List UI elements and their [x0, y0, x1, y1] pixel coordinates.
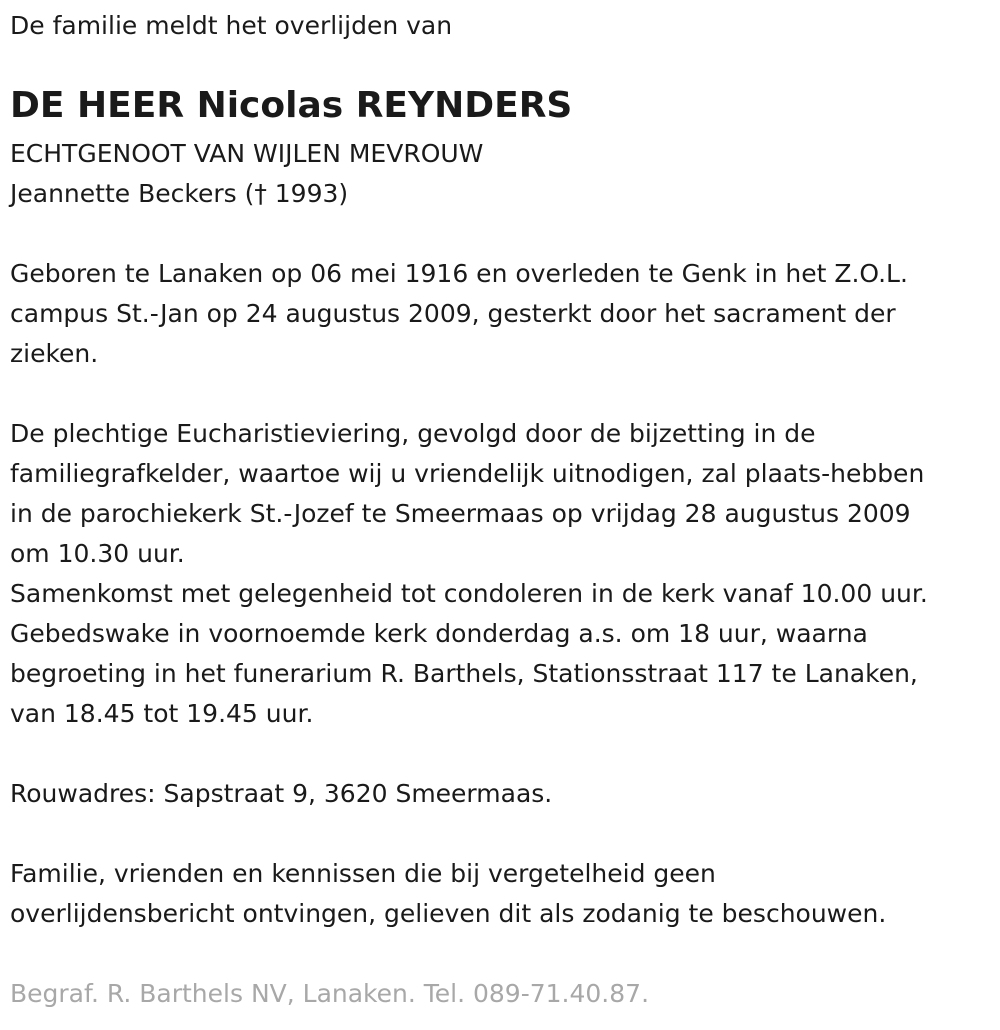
address-paragraph — [10, 774, 552, 814]
spouse-line — [10, 174, 483, 214]
cross-icon: † — [254, 179, 267, 208]
service-line: begroeting in het funerarium R. Barthels, Stationsstraat 117 te Lanaken, — [10, 659, 918, 688]
family-note-paragraph — [10, 854, 886, 934]
funeral-home-footer: Begraf. R. Barthels NV, Lanaken. Tel. 089-71.40.87. — [10, 979, 650, 1008]
service-line: van 18.45 tot 19.45 uur. — [10, 699, 314, 728]
deceased-name: DE HEER Nicolas REYNDERS — [10, 85, 573, 126]
family-note-line: overlijdensbericht ontvingen, gelieven dit als zodanig te beschouwen. — [10, 899, 887, 928]
spouse-name: Jeannette Beckers ( — [10, 179, 255, 208]
service-line: familiegrafkelder, waartoe wij u vriendelijk uitnodigen, zal plaats-hebben — [10, 459, 925, 488]
birth-death-line: campus St.-Jan op 24 augustus 2009, gesterkt door het sacrament der — [10, 299, 896, 328]
spouse-block — [10, 134, 483, 214]
family-note-line: Familie, vrienden en kennissen die bij vergetelheid geen — [10, 859, 716, 888]
service-line: om 10.30 uur. — [10, 539, 185, 568]
birth-death-paragraph — [10, 254, 908, 374]
service-line: De plechtige Eucharistieviering, gevolgd door de bijzetting in de — [10, 419, 816, 448]
service-line: Gebedswake in voornoemde kerk donderdag a.s. om 18 uur, waarna — [10, 619, 868, 648]
spouse-title: ECHTGENOOT VAN WIJLEN MEVROUW — [10, 139, 484, 168]
mourning-address: Rouwadres: Sapstraat 9, 3620 Smeermaas. — [10, 779, 553, 808]
spouse-death-year: 1993) — [266, 179, 349, 208]
service-line: Samenkomst met gelegenheid tot condoleren in de kerk vanaf 10.00 uur. — [10, 579, 928, 608]
service-paragraph — [10, 414, 928, 734]
service-line: in de parochiekerk St.-Jozef te Smeermaas op vrijdag 28 augustus 2009 — [10, 499, 911, 528]
intro-text: De familie meldt het overlijden van — [10, 11, 453, 40]
birth-death-line: Geboren te Lanaken op 06 mei 1916 en overleden te Genk in het Z.O.L. — [10, 259, 908, 288]
birth-death-line: zieken. — [10, 339, 99, 368]
